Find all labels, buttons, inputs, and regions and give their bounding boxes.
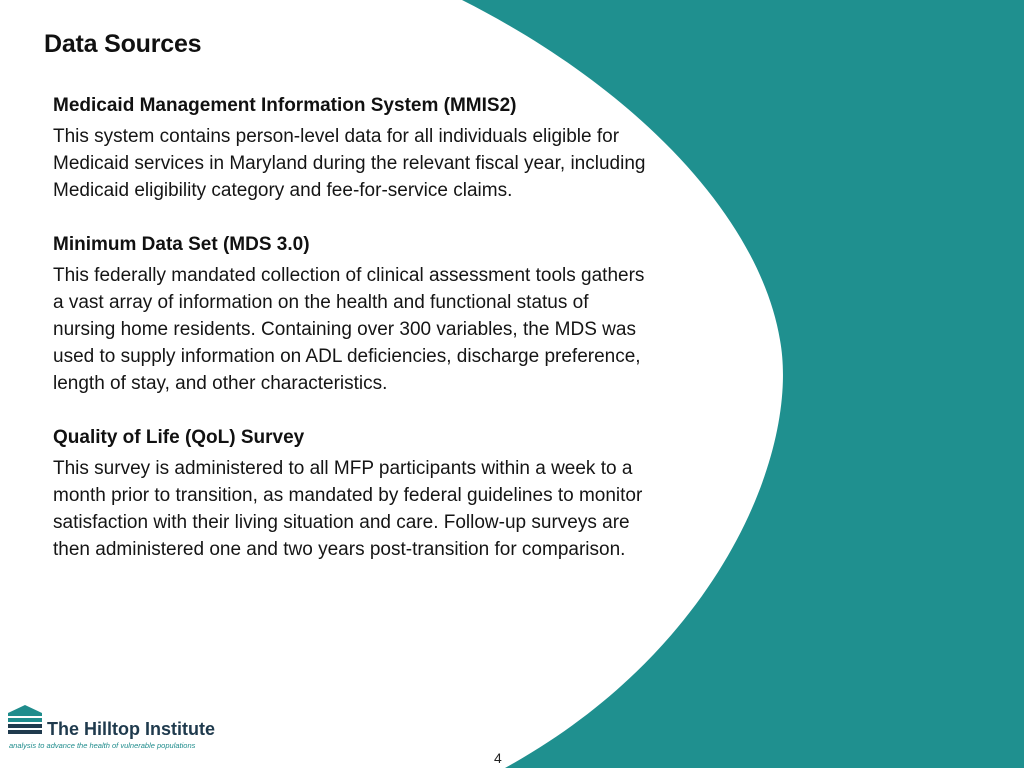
- logo-tagline: analysis to advance the health of vulnerable populations: [9, 741, 196, 750]
- section-heading: Medicaid Management Information System (MMIS2): [53, 95, 517, 116]
- section-body: This system contains person-level data for all individuals eligible for Medicaid services in Maryland during the relevant fiscal year, including Medicaid eligibility category and fee-for-service claims.: [53, 126, 646, 202]
- page-number: 4: [494, 750, 502, 766]
- section-body: This federally mandated collection of clinical assessment tools gathers a vast array of information on the health and functional status of nursing home residents. Containing over 300 variables, the MDS was used to supply information on ADL deficiencies, discharge preference, length of stay, and other characteristics.: [53, 264, 645, 395]
- section-heading: Quality of Life (QoL) Survey: [53, 426, 305, 448]
- hilltop-logo: [8, 705, 238, 753]
- section-mds: [53, 231, 653, 398]
- slide-title: Data Sources: [44, 30, 202, 58]
- logo-name: The Hilltop Institute: [47, 719, 215, 739]
- section-qol-survey: [53, 424, 653, 564]
- section-heading: Minimum Data Set (MDS 3.0): [53, 233, 310, 255]
- hilltop-logo-icon: [8, 705, 42, 735]
- section-mmis2: [53, 92, 653, 205]
- section-body: This survey is administered to all MFP participants within a week to a month prior to transition, as mandated by federal guidelines to monitor satisfaction with their living situation and care. Follow-up surveys are then administered one and two years post-transition for comparison.: [53, 457, 643, 561]
- content-area: [53, 92, 653, 589]
